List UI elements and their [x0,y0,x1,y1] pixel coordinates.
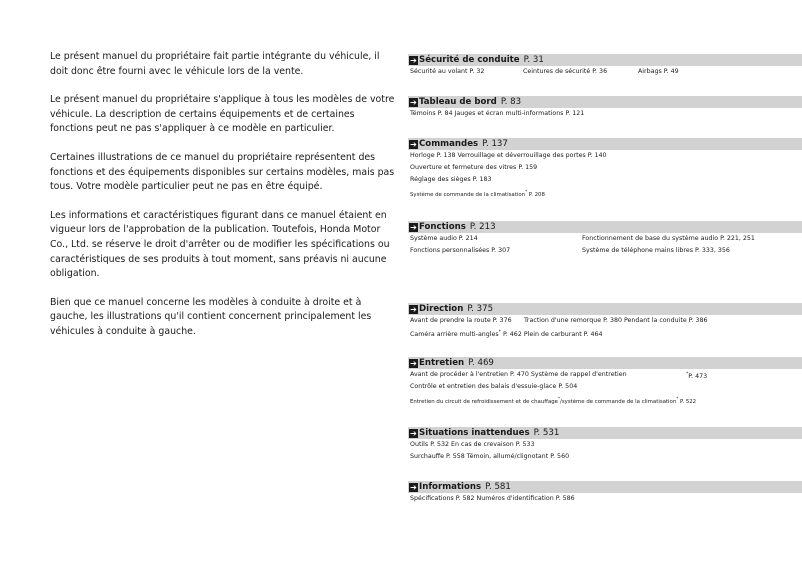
section-title: Entretien [419,358,465,368]
toc-section-informations [408,481,802,505]
toc-section-direction [408,303,802,339]
toc-link-airbags[interactable]: Airbags P. 49 [638,68,679,75]
intro-paragraph-2: Le présent manuel du propriétaire s'applique à tous les modèles de votre véhicule. La description de certains équipements et de certaines fonctions peut ne pas s'appliquer à ce modèle en particulier. [50,94,395,135]
toc-row [408,108,802,120]
section-page: P. 469 [468,358,494,368]
toc-link-outils[interactable]: Outils P. 532 En cas de crevaison P. 533 [410,441,535,448]
toc-row [408,162,802,174]
toc-link-situations[interactable] [408,427,802,439]
toc-row [408,245,802,257]
toc-link-balais[interactable]: Contrôle et entretien des balais d'essuie-glace P. 504 [410,383,578,390]
option-star: * [676,396,679,401]
option-star: * [498,330,501,335]
toc-row [408,150,802,162]
toc-link-temoins[interactable]: Témoins P. 84 Jauges et écran multi-informations P. 121 [410,110,585,117]
toc-link-camera[interactable] [410,327,603,341]
section-page: P. 137 [482,139,508,149]
toc-row [408,493,802,505]
intro-paragraph-1: Le présent manuel du propriétaire fait partie intégrante du véhicule, il doit donc être fourni avec le véhicule lors de la vente. [50,51,380,77]
section-title: Tableau de bord [419,97,497,107]
section-page: P. 375 [467,304,494,314]
toc-link-tableau[interactable] [408,96,802,108]
toc-section-situations [408,427,802,463]
intro-paragraph-4: Les informations et caractéristiques figurant dans ce manuel étaient en vigueur lors de l'approbation de la publication. Toutefois, Honda Motor Co., Ltd. se réserve le droit d'arrêter ou de modifier les spécifications ou caractéristiques de ses produits à tout moment, sans préavis ni aucune obligation. [50,209,390,280]
arrow-right-icon: ➔ [410,304,417,314]
section-title: Direction [419,304,464,314]
section-title: Fonctions [419,222,466,232]
link-text: Caméra arrière multi-angles [410,331,499,339]
toc-row [408,315,802,327]
section-page: P. 581 [485,482,511,492]
section-page: P. 83 [500,97,522,107]
toc-link-securite-volant[interactable]: Sécurité au volant P. 32 [410,68,485,75]
toc-link-refroidissement[interactable] [410,393,696,408]
toc-link-sieges[interactable]: Réglage des sièges P. 183 [410,176,492,183]
section-title: Situations inattendues [419,428,530,438]
arrow-right-icon: ➔ [410,358,417,368]
toc-row [408,393,802,405]
toc-row [408,66,802,78]
toc-section-tableau [408,96,802,120]
toc-row [408,186,802,198]
arrow-right-icon: ➔ [410,97,417,107]
toc-row [408,439,802,451]
toc-link-avant-route[interactable]: Avant de prendre la route P. 376 [410,317,512,324]
arrow-right-icon: ➔ [410,139,417,149]
toc-link-fonctions[interactable] [408,221,802,233]
toc-link-fonctions-perso[interactable]: Fonctions personnalisées P. 307 [410,247,511,254]
toc-row [408,381,802,393]
toc-row [408,451,802,463]
intro-paragraph-3: Certaines illustrations de ce manuel du propriétaire représentent des fonctions et des équipements disponibles sur certains modèles, mais pas tous. Votre modèle particulier peut ne pas en être équipé. [50,151,395,193]
option-star: * [686,372,689,377]
toc-link-informations[interactable] [408,481,802,493]
link-text: Système de commande de la climatisation [410,191,526,198]
link-page: P. 473 [688,373,708,381]
toc-link-entretien[interactable] [408,357,802,369]
toc-section-commandes [408,138,802,198]
intro-text [50,50,395,354]
link-page: P. 208 [528,191,545,198]
section-title: Commandes [419,139,479,149]
section-title: Informations [419,482,482,492]
toc-row [408,369,802,381]
link-page: P. 462 Plein de carburant P. 464 [502,331,603,339]
toc-link-telephone[interactable]: Système de téléphone mains libres P. 333, 356 [582,247,730,254]
link-text: Entretien du circuit de refroidissement et de chauffage [410,398,558,405]
toc-section-entretien [408,357,802,405]
toc-link-fonctionnement-audio[interactable]: Fonctionnement de base du système audio P. 221, 251 [582,235,755,242]
toc-link-specifications[interactable]: Spécifications P. 582 Numéros d'identification P. 586 [410,495,575,502]
toc-link-securite[interactable] [408,54,802,66]
option-star: * [558,396,560,401]
section-page: P. 213 [469,222,496,232]
toc-link-vitres[interactable]: Ouverture et fermeture des vitres P. 159 [410,164,538,171]
section-page: P. 531 [533,428,560,438]
toc-link-systeme-audio[interactable]: Système audio P. 214 [410,235,478,242]
arrow-right-icon: ➔ [410,55,417,65]
link-text: /système de commande de la climatisation [560,398,677,405]
toc-section-securite [408,54,802,78]
toc-link-avant-entretien[interactable]: Avant de procéder à l'entretien P. 470 Système de rappel d'entretien [410,371,627,378]
section-title: Sécurité de conduite [419,55,520,65]
toc-link-climatisation[interactable] [410,186,545,201]
arrow-right-icon: ➔ [410,428,417,438]
toc-link-ceintures[interactable]: Ceintures de sécurité P. 36 [523,68,608,75]
arrow-right-icon: ➔ [410,482,417,492]
intro-paragraph-5: Bien que ce manuel concerne les modèles à conduite à droite et à gauche, les illustrations qu'il contient concernent principalement les véhicules à conduite à gauche. [50,296,372,337]
toc-section-fonctions [408,221,802,257]
section-page: P. 31 [523,55,544,65]
link-page: P. 522 [679,398,697,405]
toc-link-surchauffe[interactable]: Surchauffe P. 558 Témoin, allumé/clignotant P. 560 [410,453,570,460]
toc-link-traction[interactable]: Traction d'une remorque P. 380 Pendant la conduite P. 386 [524,317,708,324]
toc-row [408,233,802,245]
toc-link-direction[interactable] [408,303,802,315]
toc-link-horloge[interactable]: Horloge P. 138 Verrouillage et déverrouillage des portes P. 140 [410,152,607,159]
toc-row [408,327,802,339]
toc-link-commandes[interactable] [408,138,802,150]
toc-row [408,174,802,186]
arrow-right-icon: ➔ [410,222,417,232]
option-star: * [525,189,528,194]
